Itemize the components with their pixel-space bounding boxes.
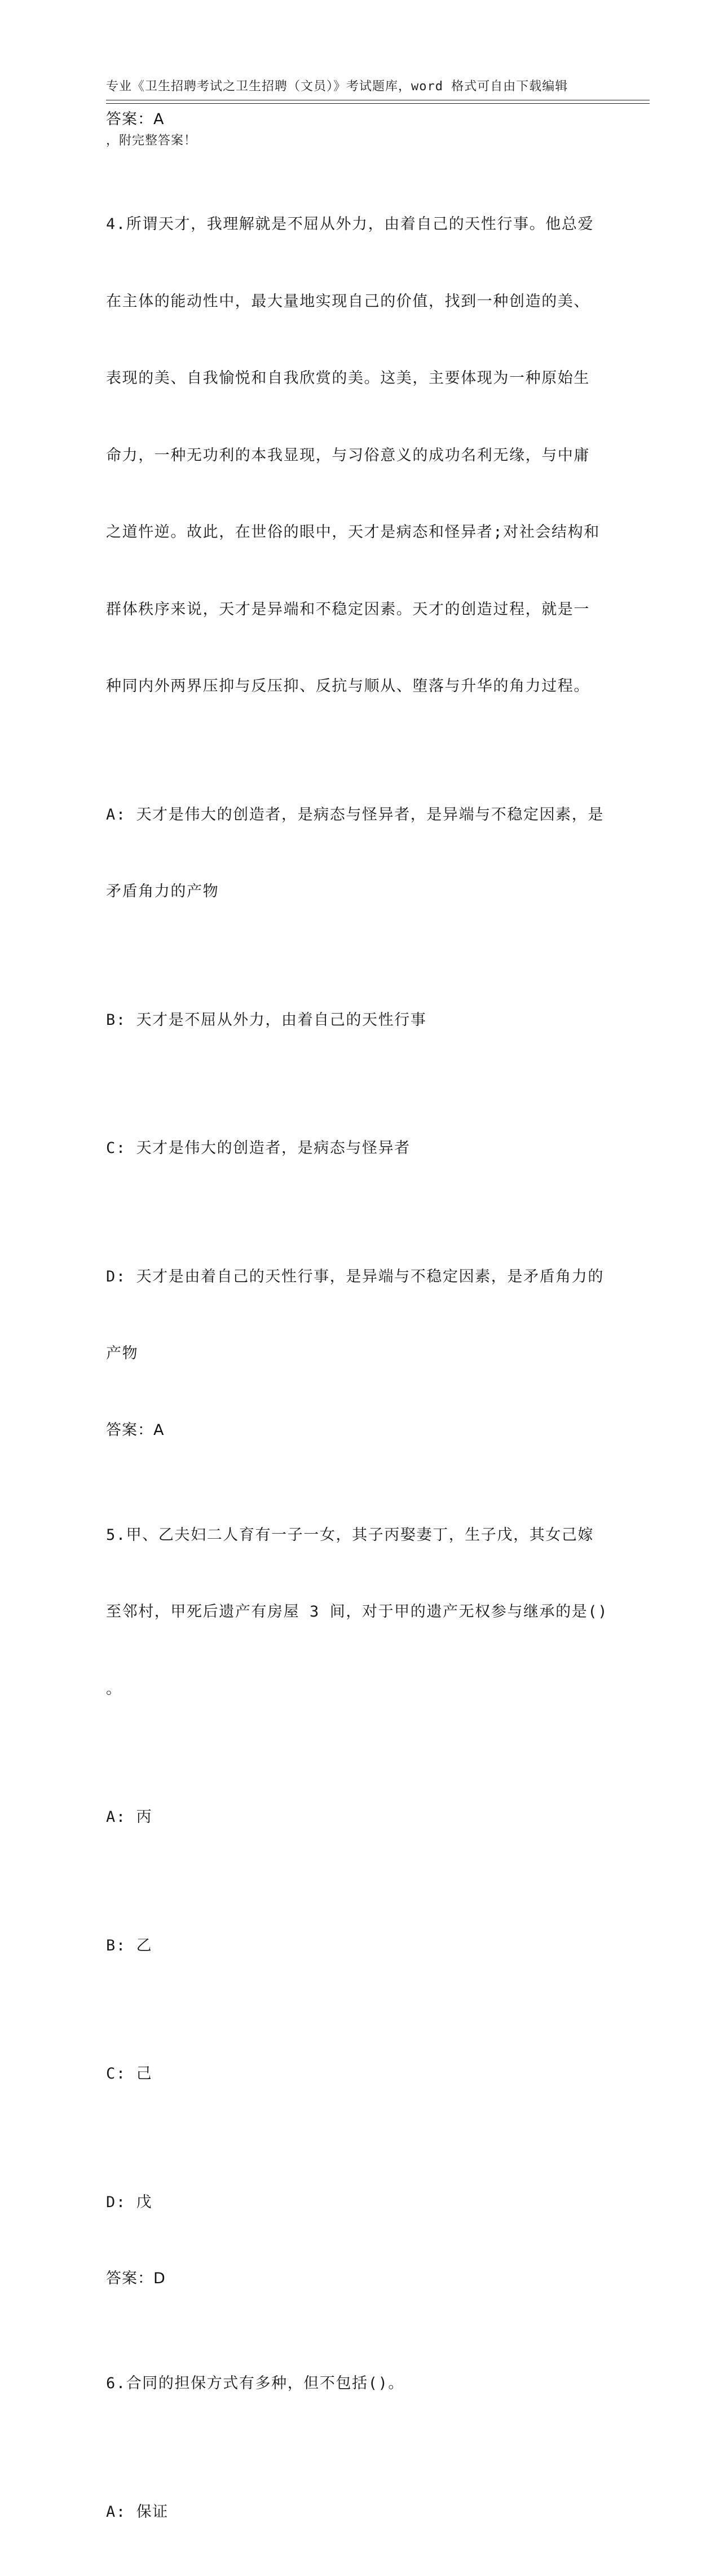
option-a bbox=[106, 751, 614, 956]
stem-line: 种同内外两界压抑与反压抑、反抗与顺从、堕落与升华的角力过程。 bbox=[106, 673, 614, 699]
option-line: C: 天才是伟大的创造者，是病态与怪异者 bbox=[106, 1135, 614, 1161]
option-a bbox=[106, 1753, 614, 1882]
option-line: D: 天才是由着自己的天性行事，是异端与不稳定因素，是矛盾角力的 bbox=[106, 1264, 614, 1290]
header-rule-bottom bbox=[106, 103, 650, 104]
question-list bbox=[106, 107, 614, 2576]
option-c bbox=[106, 1084, 614, 1213]
stem-line: 表现的美、自我愉悦和自我欣赏的美。这美，主要体现为一种原始生 bbox=[106, 366, 614, 391]
option-line: B: 天才是不屈从外力，由着自己的天性行事 bbox=[106, 1007, 614, 1033]
stem-line: 之道忤逆。故此，在世俗的眼中，天才是病态和怪异者;对社会结构和 bbox=[106, 519, 614, 545]
stem-line: 在主体的能动性中，最大量地实现自己的价值，找到一种创造的美、 bbox=[106, 289, 614, 315]
option-d bbox=[106, 1213, 614, 1418]
option-line: 矛盾角力的产物 bbox=[106, 879, 614, 905]
stem-line: 4.所谓天才，我理解就是不屈从外力，由着自己的天性行事。他总爱 bbox=[106, 212, 614, 237]
option-line: A: 天才是伟大的创造者，是病态与怪异者，是异端与不稳定因素，是 bbox=[106, 802, 614, 828]
answer-line: 答案：A bbox=[106, 107, 614, 132]
option-line: C: 己 bbox=[106, 2061, 614, 2087]
option-b bbox=[106, 1882, 614, 2010]
document-page bbox=[0, 0, 719, 931]
question-4 bbox=[106, 160, 614, 1443]
stem-line: 5.甲、乙夫妇二人育有一子一女，其子丙娶妻丁，生子戊，其女己嫁 bbox=[106, 1522, 614, 1548]
spacer bbox=[106, 2291, 614, 2319]
stem-line: 。 bbox=[106, 1676, 614, 1702]
option-d bbox=[106, 2138, 614, 2267]
question-5 bbox=[106, 1471, 614, 2292]
question-stem bbox=[106, 160, 614, 751]
answer-line: 答案：D bbox=[106, 2266, 614, 2291]
option-line: 产物 bbox=[106, 1341, 614, 1367]
header-line-2: ，附完整答案！ bbox=[106, 132, 614, 150]
question-stem bbox=[106, 1471, 614, 1754]
option-line: A: 保证 bbox=[106, 2499, 614, 2525]
spacer bbox=[106, 1443, 614, 1471]
stem-line: 命力，一种无功利的本我显现，与习俗意义的成功名利无缘，与中庸 bbox=[106, 443, 614, 469]
stem-line: 6.合同的担保方式有多种，但不包括()。 bbox=[106, 2371, 614, 2397]
option-line: D: 戊 bbox=[106, 2190, 614, 2216]
answer-line: 答案：A bbox=[106, 1418, 614, 1443]
spacer bbox=[106, 132, 614, 160]
stem-line: 至邻村，甲死后遗产有房屋 3 间，对于甲的遗产无权参与继承的是() bbox=[106, 1599, 614, 1625]
option-a bbox=[106, 2448, 614, 2576]
header-line-1: 专业《卫生招聘考试之卫生招聘（文员）》考试题库，word 格式可自由下载编辑 bbox=[106, 78, 614, 96]
option-line: B: 乙 bbox=[106, 1933, 614, 1959]
stem-line: 群体秩序来说，天才是异端和不稳定因素。天才的创造过程，就是一 bbox=[106, 597, 614, 623]
option-b bbox=[106, 956, 614, 1085]
option-c bbox=[106, 2010, 614, 2138]
question-stem bbox=[106, 2319, 614, 2448]
option-line: A: 丙 bbox=[106, 1804, 614, 1830]
question-6 bbox=[106, 2319, 614, 2576]
